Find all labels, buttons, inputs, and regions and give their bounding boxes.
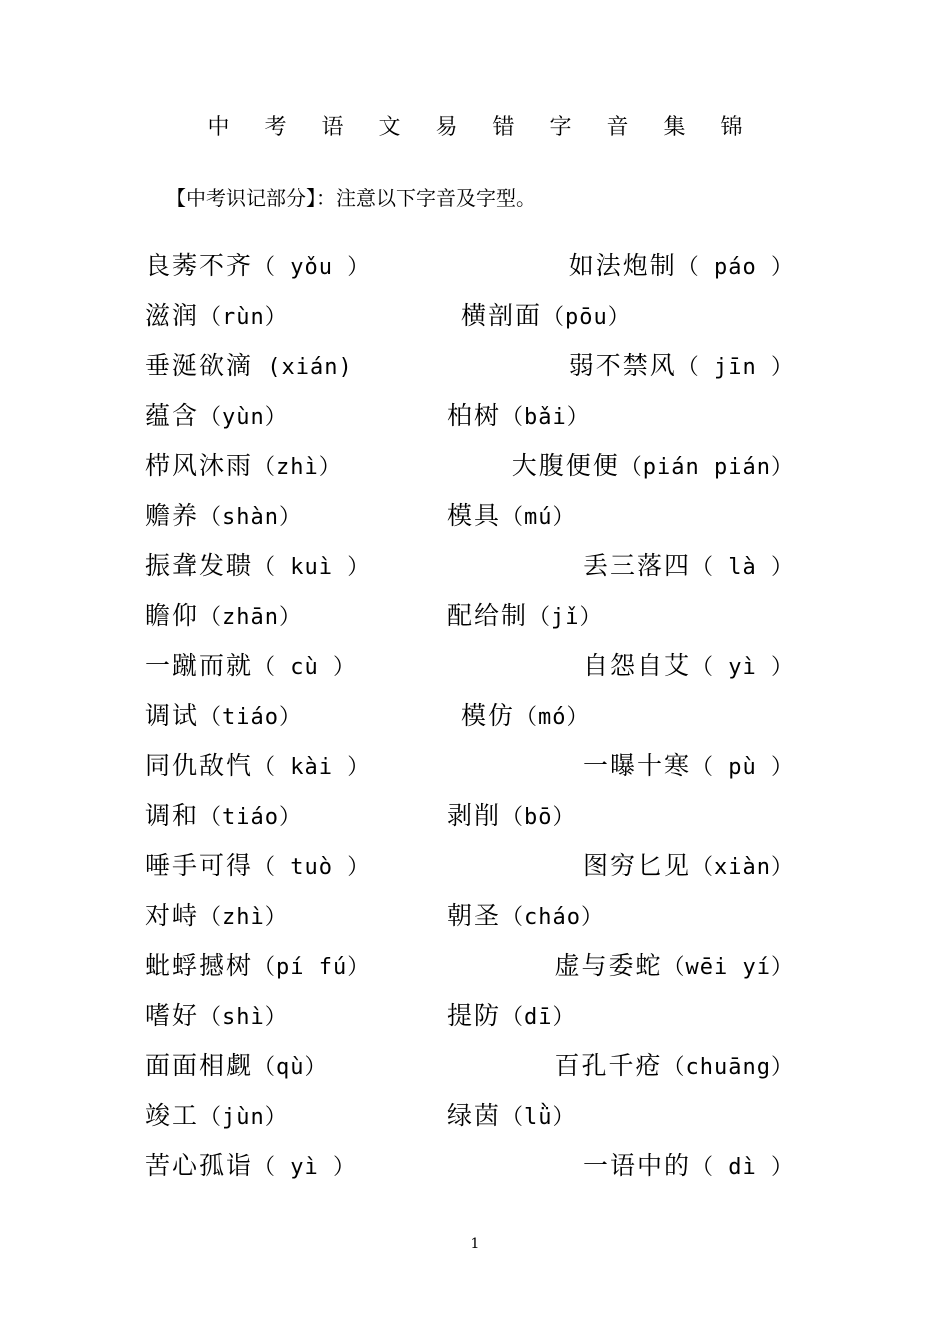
pinyin: （ pù ） xyxy=(691,755,794,780)
word: 朝圣 xyxy=(447,901,502,930)
word-row xyxy=(0,746,950,786)
pinyin: （jǐ） xyxy=(528,605,603,630)
right-entry xyxy=(583,546,794,588)
right-entry xyxy=(447,896,604,938)
word: 提防 xyxy=(447,1001,502,1030)
right-entry xyxy=(555,946,795,988)
pinyin: （ dì ） xyxy=(691,1155,794,1180)
document-title: 中 考 语 文 易 错 字 音 集 锦 xyxy=(207,115,757,140)
left-entry xyxy=(145,696,302,738)
word-row xyxy=(0,546,950,586)
word: 良莠不齐 xyxy=(145,251,254,280)
word: 同仇敌忾 xyxy=(145,751,254,780)
pinyin: （bǎi） xyxy=(501,405,590,430)
word: 一蹴而就 xyxy=(145,651,254,680)
pinyin: （ yǒu ） xyxy=(253,255,371,280)
word-row xyxy=(0,246,950,286)
section-note: 【中考识记部分】：注意以下字音及字型。 xyxy=(166,186,536,210)
word: 虚与委蛇 xyxy=(554,951,663,980)
left-entry xyxy=(145,996,288,1038)
right-entry xyxy=(461,296,631,338)
word: 瞻仰 xyxy=(145,601,200,630)
right-entry xyxy=(583,1146,794,1188)
word: 配给制 xyxy=(447,601,529,630)
word: 嗜好 xyxy=(145,1001,200,1030)
pinyin: （ jīn ） xyxy=(676,355,794,380)
pinyin: （ páo ） xyxy=(676,255,794,280)
word: 振聋发聩 xyxy=(145,551,254,580)
word: 大腹便便 xyxy=(511,451,620,480)
word: 模具 xyxy=(447,501,502,530)
word-row xyxy=(0,346,950,386)
right-entry xyxy=(583,846,794,888)
word-row xyxy=(0,396,950,436)
word-row xyxy=(0,946,950,986)
word: 对峙 xyxy=(145,901,200,930)
left-entry xyxy=(145,246,370,288)
word: 横剖面 xyxy=(461,301,543,330)
left-entry xyxy=(145,1096,288,1138)
pinyin: （pōu） xyxy=(542,305,631,330)
pinyin: （pián pián） xyxy=(619,455,794,480)
pinyin: （mó） xyxy=(515,705,590,730)
right-entry xyxy=(447,596,603,638)
pinyin: （shì） xyxy=(199,1005,288,1030)
word: 蚍蜉撼树 xyxy=(145,951,254,980)
pinyin: （ là ） xyxy=(691,555,794,580)
word-row xyxy=(0,296,950,336)
word: 自怨自艾 xyxy=(583,651,692,680)
pinyin: （lǜ） xyxy=(501,1105,576,1130)
pinyin: （ tuò ） xyxy=(253,855,371,880)
left-entry xyxy=(145,746,370,788)
word-row xyxy=(0,1096,950,1136)
pinyin: （ yì ） xyxy=(253,1155,356,1180)
right-entry xyxy=(461,696,590,738)
word-row xyxy=(0,896,950,936)
right-entry xyxy=(447,996,576,1038)
word: 滋润 xyxy=(145,301,200,330)
pinyin: （zhì） xyxy=(199,905,288,930)
pinyin: （dī） xyxy=(501,1005,576,1030)
word: 栉风沐雨 xyxy=(145,451,254,480)
pinyin: （bō） xyxy=(501,805,576,830)
left-entry xyxy=(145,646,356,688)
pinyin: （shàn） xyxy=(199,505,302,530)
pinyin: （pí fú） xyxy=(253,955,371,980)
page-number: 1 xyxy=(470,1236,480,1252)
left-entry xyxy=(145,346,353,388)
pinyin: （qù） xyxy=(253,1055,328,1080)
left-entry xyxy=(145,296,288,338)
right-entry xyxy=(512,446,794,488)
word-row xyxy=(0,1046,950,1086)
left-entry xyxy=(145,496,302,538)
word: 蕴含 xyxy=(145,401,200,430)
word: 垂涎欲滴 xyxy=(145,351,254,380)
pinyin: （chuāng） xyxy=(662,1055,794,1080)
pinyin: （ cù ） xyxy=(253,655,356,680)
pinyin: （zhì） xyxy=(253,455,342,480)
word: 赡养 xyxy=(145,501,200,530)
pinyin: （wēi yí） xyxy=(662,955,794,980)
word: 一曝十寒 xyxy=(583,751,692,780)
left-entry xyxy=(145,846,370,888)
word: 绿茵 xyxy=(447,1101,502,1130)
word-row xyxy=(0,996,950,1036)
word-row xyxy=(0,1146,950,1186)
word: 如法炮制 xyxy=(568,251,677,280)
right-entry xyxy=(447,496,576,538)
word: 一语中的 xyxy=(583,1151,692,1180)
pinyin: （ kài ） xyxy=(253,755,371,780)
word: 图穷匕见 xyxy=(583,851,692,880)
pinyin: （jùn） xyxy=(199,1105,288,1130)
word-row xyxy=(0,496,950,536)
pinyin: (xián) xyxy=(253,355,353,380)
word-row xyxy=(0,596,950,636)
pinyin: （tiáo） xyxy=(199,805,302,830)
word: 竣工 xyxy=(145,1101,200,1130)
right-entry xyxy=(447,396,590,438)
pinyin: （ kuì ） xyxy=(253,555,371,580)
pinyin: （ yì ） xyxy=(691,655,794,680)
word: 面面相觑 xyxy=(145,1051,254,1080)
left-entry xyxy=(145,446,342,488)
left-entry xyxy=(145,896,288,938)
word: 柏树 xyxy=(447,401,502,430)
left-entry xyxy=(145,396,288,438)
word-row xyxy=(0,446,950,486)
pinyin: （zhān） xyxy=(199,605,302,630)
pinyin: （cháo） xyxy=(501,905,604,930)
left-entry xyxy=(145,1146,356,1188)
pinyin: （mú） xyxy=(501,505,576,530)
word-row xyxy=(0,796,950,836)
right-entry xyxy=(569,246,794,288)
left-entry xyxy=(145,946,370,988)
left-entry xyxy=(145,796,302,838)
word: 弱不禁风 xyxy=(568,351,677,380)
right-entry xyxy=(447,1096,576,1138)
right-entry xyxy=(569,346,794,388)
pinyin: （tiáo） xyxy=(199,705,302,730)
left-entry xyxy=(145,546,370,588)
word-row xyxy=(0,696,950,736)
word: 调和 xyxy=(145,801,200,830)
left-entry xyxy=(145,596,302,638)
word: 百孔千疮 xyxy=(554,1051,663,1080)
right-entry xyxy=(447,796,576,838)
word: 丢三落四 xyxy=(583,551,692,580)
word-row xyxy=(0,846,950,886)
pinyin: （rùn） xyxy=(199,305,288,330)
pinyin: （yùn） xyxy=(199,405,288,430)
word: 调试 xyxy=(145,701,200,730)
right-entry xyxy=(583,746,794,788)
word-row xyxy=(0,646,950,686)
right-entry xyxy=(583,646,794,688)
pinyin: （xiàn） xyxy=(691,855,794,880)
word: 苦心孤诣 xyxy=(145,1151,254,1180)
word: 唾手可得 xyxy=(145,851,254,880)
left-entry xyxy=(145,1046,328,1088)
right-entry xyxy=(555,1046,795,1088)
word: 模仿 xyxy=(461,701,516,730)
word: 剥削 xyxy=(447,801,502,830)
